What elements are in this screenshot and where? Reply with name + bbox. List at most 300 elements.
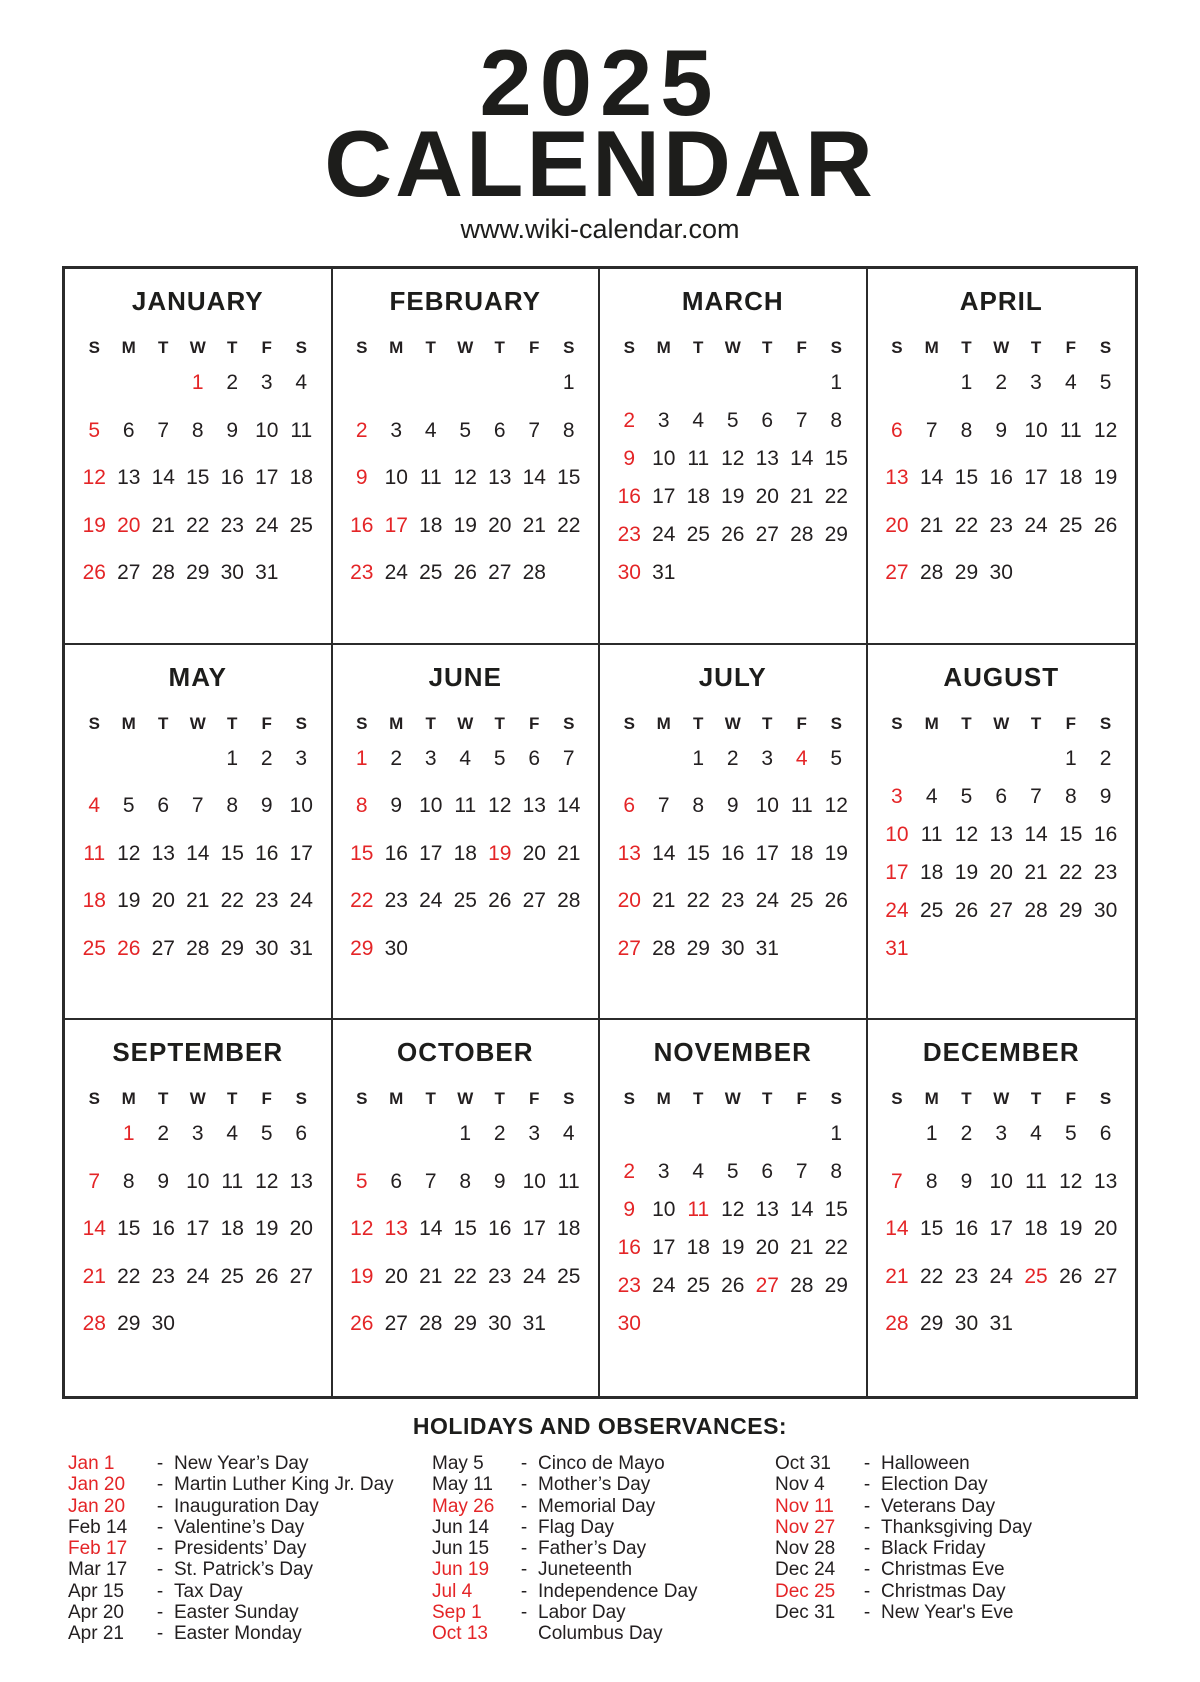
holiday-name: Halloween xyxy=(881,1453,970,1474)
weekday-label: W xyxy=(993,1089,1010,1109)
weekday-label: T xyxy=(1030,1089,1042,1109)
holiday-separator: - xyxy=(863,1538,871,1560)
month-title: MAY xyxy=(168,661,227,692)
holiday-item xyxy=(432,1453,775,1474)
date-cell xyxy=(284,562,319,584)
month-title: AUGUST xyxy=(943,661,1060,692)
date-cell: 29 xyxy=(824,523,848,546)
date-cell: 8 xyxy=(226,794,239,818)
month-december xyxy=(868,1020,1136,1396)
date-cell: 1 xyxy=(692,746,705,770)
date-cell: 6 xyxy=(891,418,903,442)
holiday-separator: - xyxy=(863,1453,871,1474)
month-title: SEPTEMBER xyxy=(112,1037,284,1068)
date-cell: 7 xyxy=(424,1169,437,1193)
weekday-label: F xyxy=(261,1089,272,1109)
date-cell: 26 xyxy=(82,561,106,584)
holiday-separator: - xyxy=(520,1602,528,1624)
date-cell: 2 xyxy=(226,371,239,394)
holiday-date: Nov 11 xyxy=(775,1495,834,1517)
date-cell: 2 xyxy=(390,746,403,770)
month-title: MARCH xyxy=(681,286,784,316)
weekday-label: M xyxy=(389,338,404,357)
date-cell: 13 xyxy=(522,794,546,818)
date-cell: 18 xyxy=(790,841,814,865)
date-cell: 8 xyxy=(960,418,973,442)
date-cell: 27 xyxy=(989,898,1013,922)
weekday-label: S xyxy=(830,713,842,733)
date-cell: 21 xyxy=(919,513,944,537)
holiday-item xyxy=(775,1517,1135,1538)
week-row xyxy=(612,1275,854,1297)
weekday-label: T xyxy=(227,1089,238,1109)
date-cell xyxy=(112,748,147,770)
date-cell: 14 xyxy=(419,1217,443,1241)
date-cell: 4 xyxy=(692,1160,705,1184)
date-cell: 5 xyxy=(88,418,101,442)
date-cell: 1 xyxy=(925,1122,938,1146)
date-cell: 16 xyxy=(1093,822,1118,846)
weekday-label: F xyxy=(796,338,807,357)
date-cell: 16 xyxy=(488,1217,512,1241)
date-cell xyxy=(819,938,854,960)
date-cell xyxy=(1019,1313,1054,1335)
date-cell: 26 xyxy=(954,898,979,922)
date-cell: 5 xyxy=(355,1169,368,1193)
date-cell xyxy=(517,372,552,394)
date-cell: 29 xyxy=(453,1312,477,1336)
date-cell: 29 xyxy=(919,1312,944,1336)
week-row xyxy=(345,748,587,770)
holiday-item xyxy=(432,1538,775,1559)
holiday-date: Dec 24 xyxy=(775,1559,836,1581)
week-row xyxy=(880,1313,1124,1335)
date-cell: 2 xyxy=(260,746,273,770)
date-cell: 14 xyxy=(1024,822,1048,846)
weekday-label: W xyxy=(457,1089,474,1109)
weekday-label: W xyxy=(993,338,1010,357)
date-cell: 15 xyxy=(954,466,979,489)
date-cell: 15 xyxy=(686,841,710,865)
week-row xyxy=(345,1313,587,1335)
date-cell: 6 xyxy=(761,409,774,432)
month-title: JANUARY xyxy=(131,286,264,316)
week-row xyxy=(612,1123,854,1145)
weekday-label: T xyxy=(961,713,972,733)
date-cell: 5 xyxy=(960,784,973,808)
weekday-header xyxy=(77,715,319,732)
weekday-label: M xyxy=(389,713,404,733)
date-cell: 4 xyxy=(1030,1122,1042,1146)
date-cell: 20 xyxy=(1093,1217,1118,1241)
date-cell: 23 xyxy=(954,1264,979,1288)
date-cell: 10 xyxy=(652,1198,676,1222)
date-cell: 3 xyxy=(891,784,903,808)
date-cell: 11 xyxy=(557,1169,580,1193)
holidays-column xyxy=(775,1453,1135,1645)
week-row xyxy=(77,1123,319,1145)
date-cell: 15 xyxy=(117,1217,141,1241)
date-cell: 11 xyxy=(687,447,710,470)
date-cell: 14 xyxy=(82,1217,106,1241)
holidays-columns xyxy=(0,1453,1200,1645)
holiday-item xyxy=(432,1602,775,1623)
date-cell: 27 xyxy=(755,1274,779,1298)
holiday-item xyxy=(432,1623,775,1644)
holiday-separator: - xyxy=(863,1559,871,1581)
date-cell xyxy=(250,1313,285,1335)
month-june xyxy=(333,645,601,1021)
weekday-label: W xyxy=(457,713,474,733)
holiday-name: Valentine’s Day xyxy=(174,1516,305,1538)
date-cell: 6 xyxy=(995,784,1008,808)
date-cell xyxy=(448,372,483,394)
date-cell: 27 xyxy=(522,889,546,913)
month-title: NOVEMBER xyxy=(653,1037,812,1068)
month-dates xyxy=(880,748,1124,960)
website-url: www.wiki-calendar.com xyxy=(460,214,740,244)
weekday-header xyxy=(880,1090,1124,1107)
week-row xyxy=(345,1123,587,1145)
date-cell: 2 xyxy=(726,746,739,770)
week-row xyxy=(345,1266,587,1288)
month-title: JULY xyxy=(698,661,767,692)
holiday-name: Cinco de Mayo xyxy=(538,1453,665,1474)
holiday-name: Tax Day xyxy=(174,1580,243,1602)
holiday-item xyxy=(432,1517,775,1538)
holiday-date: Apr 20 xyxy=(68,1602,124,1624)
date-cell: 26 xyxy=(453,561,477,584)
weekday-label: W xyxy=(724,1089,741,1109)
holiday-date: Apr 15 xyxy=(68,1580,124,1602)
date-cell: 26 xyxy=(117,936,141,960)
date-cell: 11 xyxy=(687,1198,710,1222)
date-cell: 3 xyxy=(390,418,403,442)
date-cell: 6 xyxy=(528,746,541,770)
date-cell: 17 xyxy=(755,841,779,865)
holiday-name: St. Patrick’s Day xyxy=(174,1559,314,1581)
week-row xyxy=(880,862,1124,884)
date-cell xyxy=(517,938,552,960)
holiday-item xyxy=(68,1538,432,1559)
month-dates xyxy=(612,748,854,960)
date-cell: 28 xyxy=(82,1312,106,1336)
date-cell: 23 xyxy=(488,1264,512,1288)
holiday-name: Veterans Day xyxy=(881,1495,996,1517)
holiday-date: Sep 1 xyxy=(432,1602,482,1624)
date-cell: 18 xyxy=(557,1217,581,1241)
holiday-name: Columbus Day xyxy=(538,1623,663,1645)
week-row xyxy=(77,1218,319,1240)
date-cell: 23 xyxy=(384,889,408,913)
weekday-label: T xyxy=(158,1089,169,1109)
date-cell: 2 xyxy=(995,371,1008,394)
date-cell: 22 xyxy=(220,889,244,913)
holiday-name: Christmas Eve xyxy=(881,1559,1005,1581)
week-row xyxy=(612,843,854,865)
date-cell xyxy=(647,748,682,770)
week-row xyxy=(612,524,854,546)
holiday-date: Jun 15 xyxy=(432,1538,490,1560)
date-cell: 1 xyxy=(830,371,843,394)
date-cell: 25 xyxy=(453,889,477,913)
month-may xyxy=(65,645,333,1021)
date-cell: 10 xyxy=(419,794,443,818)
week-row xyxy=(77,562,319,584)
holiday-separator: - xyxy=(863,1495,871,1517)
holiday-date: Feb 14 xyxy=(68,1516,128,1538)
week-row xyxy=(345,372,587,394)
date-cell: 10 xyxy=(255,418,279,442)
week-row xyxy=(77,515,319,537)
date-cell xyxy=(750,1313,785,1335)
date-cell: 10 xyxy=(1024,418,1048,442)
holiday-date: Jan 20 xyxy=(68,1495,126,1517)
date-cell: 22 xyxy=(954,513,979,537)
date-cell: 5 xyxy=(459,418,472,442)
week-row xyxy=(77,748,319,770)
date-cell: 14 xyxy=(652,841,676,865)
weekday-label: S xyxy=(891,713,903,733)
date-cell: 27 xyxy=(885,561,909,584)
date-cell: 25 xyxy=(220,1264,244,1288)
holiday-item xyxy=(775,1474,1135,1495)
date-cell: 31 xyxy=(885,936,909,960)
month-dates xyxy=(345,748,587,960)
date-cell: 15 xyxy=(186,466,210,489)
date-cell xyxy=(880,748,915,770)
month-dates xyxy=(345,372,587,584)
date-cell: 4 xyxy=(1064,371,1077,394)
date-cell: 17 xyxy=(1024,466,1048,489)
holiday-item xyxy=(68,1623,432,1644)
date-cell: 25 xyxy=(919,898,944,922)
holiday-item xyxy=(68,1559,432,1580)
date-cell: 29 xyxy=(350,936,374,960)
weekday-header xyxy=(880,715,1124,732)
date-cell: 12 xyxy=(350,1217,374,1241)
date-cell xyxy=(1053,1313,1088,1335)
month-dates xyxy=(77,748,319,960)
holiday-name: New Year’s Day xyxy=(174,1453,309,1474)
date-cell: 21 xyxy=(82,1264,106,1288)
date-cell: 17 xyxy=(652,485,676,508)
weekday-label: T xyxy=(762,1089,773,1109)
date-cell: 15 xyxy=(824,447,848,470)
date-cell xyxy=(647,1123,682,1145)
date-cell: 28 xyxy=(151,561,175,584)
weekday-label: S xyxy=(88,713,100,733)
date-cell: 23 xyxy=(220,513,244,537)
holiday-separator: - xyxy=(156,1516,164,1538)
date-cell: 15 xyxy=(1059,822,1083,846)
date-cell: 2 xyxy=(493,1122,506,1146)
date-cell: 26 xyxy=(1059,1264,1083,1288)
date-cell xyxy=(215,1313,250,1335)
date-cell xyxy=(414,372,449,394)
date-cell: 29 xyxy=(686,936,710,960)
holiday-date: May 26 xyxy=(432,1495,495,1517)
date-cell: 3 xyxy=(260,371,273,394)
weekday-label: S xyxy=(623,713,635,733)
weekday-label: S xyxy=(563,1089,575,1109)
date-cell: 27 xyxy=(384,1312,408,1336)
weekday-label: T xyxy=(425,1089,436,1109)
date-cell: 8 xyxy=(692,794,705,818)
date-cell: 24 xyxy=(419,889,443,913)
date-cell: 17 xyxy=(652,1236,676,1260)
holiday-name: Presidents’ Day xyxy=(174,1538,307,1560)
date-cell: 18 xyxy=(289,466,313,489)
calendar-header xyxy=(0,0,1200,245)
weekday-label: T xyxy=(227,713,238,733)
date-cell: 14 xyxy=(151,466,175,489)
date-cell xyxy=(448,938,483,960)
date-cell: 27 xyxy=(151,936,175,960)
week-row xyxy=(77,467,319,489)
date-cell: 1 xyxy=(830,1122,843,1146)
date-cell: 31 xyxy=(989,1312,1013,1336)
date-cell xyxy=(1019,938,1054,960)
date-cell: 26 xyxy=(488,889,512,913)
weekday-label: W xyxy=(189,338,206,357)
date-cell: 12 xyxy=(453,466,477,489)
date-cell: 16 xyxy=(220,466,244,489)
date-cell: 3 xyxy=(528,1122,541,1146)
weekday-label: F xyxy=(1065,1089,1076,1109)
week-row xyxy=(77,890,319,912)
date-cell: 15 xyxy=(919,1217,944,1241)
week-row xyxy=(77,1171,319,1193)
calendar-grid xyxy=(62,266,1138,1399)
month-dates xyxy=(77,1123,319,1335)
date-cell: 28 xyxy=(919,561,944,584)
date-cell xyxy=(880,372,915,394)
month-february xyxy=(333,269,601,645)
weekday-header xyxy=(345,715,587,732)
holiday-name: Flag Day xyxy=(538,1516,615,1538)
weekday-label: S xyxy=(623,1089,635,1109)
date-cell: 23 xyxy=(255,889,279,913)
date-cell: 30 xyxy=(617,561,641,584)
date-cell xyxy=(181,748,216,770)
date-cell: 20 xyxy=(885,513,909,537)
holiday-name: Martin Luther King Jr. Day xyxy=(174,1474,394,1496)
date-cell: 16 xyxy=(350,513,374,537)
date-cell: 24 xyxy=(255,513,279,537)
weekday-label: S xyxy=(88,338,100,357)
holiday-date: Jun 19 xyxy=(432,1559,490,1581)
date-cell: 5 xyxy=(830,746,843,770)
date-cell: 20 xyxy=(289,1217,313,1241)
date-cell: 24 xyxy=(652,523,676,546)
holiday-date: Feb 17 xyxy=(68,1538,128,1560)
month-title: DECEMBER xyxy=(922,1037,1080,1068)
date-cell: 27 xyxy=(755,523,779,546)
date-cell: 20 xyxy=(488,513,512,537)
date-cell: 12 xyxy=(1093,418,1118,442)
page-title: CALENDAR xyxy=(324,111,876,216)
date-cell: 1 xyxy=(1064,746,1077,770)
weekday-header xyxy=(612,1090,854,1107)
date-cell xyxy=(750,1123,785,1145)
date-cell: 7 xyxy=(88,1169,101,1193)
weekday-label: S xyxy=(356,338,368,357)
date-cell: 3 xyxy=(191,1122,204,1146)
date-cell: 23 xyxy=(1093,860,1118,884)
date-cell: 6 xyxy=(1099,1122,1112,1146)
date-cell: 29 xyxy=(186,561,210,584)
date-cell: 2 xyxy=(1099,746,1112,770)
date-cell xyxy=(112,372,147,394)
month-march xyxy=(600,269,868,645)
date-cell: 2 xyxy=(157,1122,170,1146)
date-cell: 17 xyxy=(289,841,313,865)
date-cell: 10 xyxy=(885,822,909,846)
date-cell: 29 xyxy=(824,1274,848,1298)
holiday-separator: - xyxy=(156,1602,164,1624)
date-cell: 7 xyxy=(528,418,541,442)
date-cell: 11 xyxy=(83,841,106,865)
week-row xyxy=(880,467,1124,489)
date-cell: 17 xyxy=(522,1217,546,1241)
weekday-label: F xyxy=(529,338,540,357)
month-dates xyxy=(612,372,854,584)
date-cell: 1 xyxy=(459,1122,472,1146)
weekday-label: F xyxy=(1065,338,1076,357)
date-cell: 28 xyxy=(522,561,546,584)
date-cell: 13 xyxy=(289,1169,313,1193)
date-cell: 23 xyxy=(350,561,374,584)
date-cell: 18 xyxy=(686,1236,710,1260)
weekday-header xyxy=(612,715,854,732)
date-cell xyxy=(949,938,984,960)
date-cell: 14 xyxy=(885,1217,909,1241)
weekday-label: S xyxy=(1099,1089,1112,1109)
week-row xyxy=(77,420,319,442)
date-cell xyxy=(880,1123,915,1145)
weekday-label: M xyxy=(121,338,136,357)
date-cell xyxy=(914,372,949,394)
holiday-separator: - xyxy=(156,1495,164,1517)
weekday-label: T xyxy=(1030,713,1042,733)
date-cell: 9 xyxy=(726,794,739,818)
date-cell: 7 xyxy=(657,794,670,818)
date-cell: 7 xyxy=(795,409,808,432)
date-cell: 26 xyxy=(1093,513,1118,537)
date-cell xyxy=(552,938,587,960)
date-cell: 7 xyxy=(191,794,204,818)
date-cell: 11 xyxy=(1059,418,1082,442)
weekday-label: W xyxy=(993,713,1010,733)
date-cell: 18 xyxy=(220,1217,244,1241)
holiday-date: Mar 17 xyxy=(68,1559,128,1581)
date-cell: 7 xyxy=(925,418,938,442)
date-cell: 26 xyxy=(824,889,848,913)
date-cell: 8 xyxy=(1064,784,1077,808)
date-cell: 12 xyxy=(721,1198,745,1222)
date-cell: 9 xyxy=(623,447,636,470)
date-cell: 24 xyxy=(1024,513,1048,537)
holiday-date: Dec 31 xyxy=(775,1602,836,1624)
date-cell: 11 xyxy=(920,822,943,846)
date-cell xyxy=(612,748,647,770)
date-cell: 24 xyxy=(522,1264,546,1288)
holiday-name: Juneteenth xyxy=(538,1559,633,1581)
date-cell: 1 xyxy=(562,371,575,394)
date-cell: 10 xyxy=(652,447,676,470)
date-cell: 7 xyxy=(891,1169,903,1193)
